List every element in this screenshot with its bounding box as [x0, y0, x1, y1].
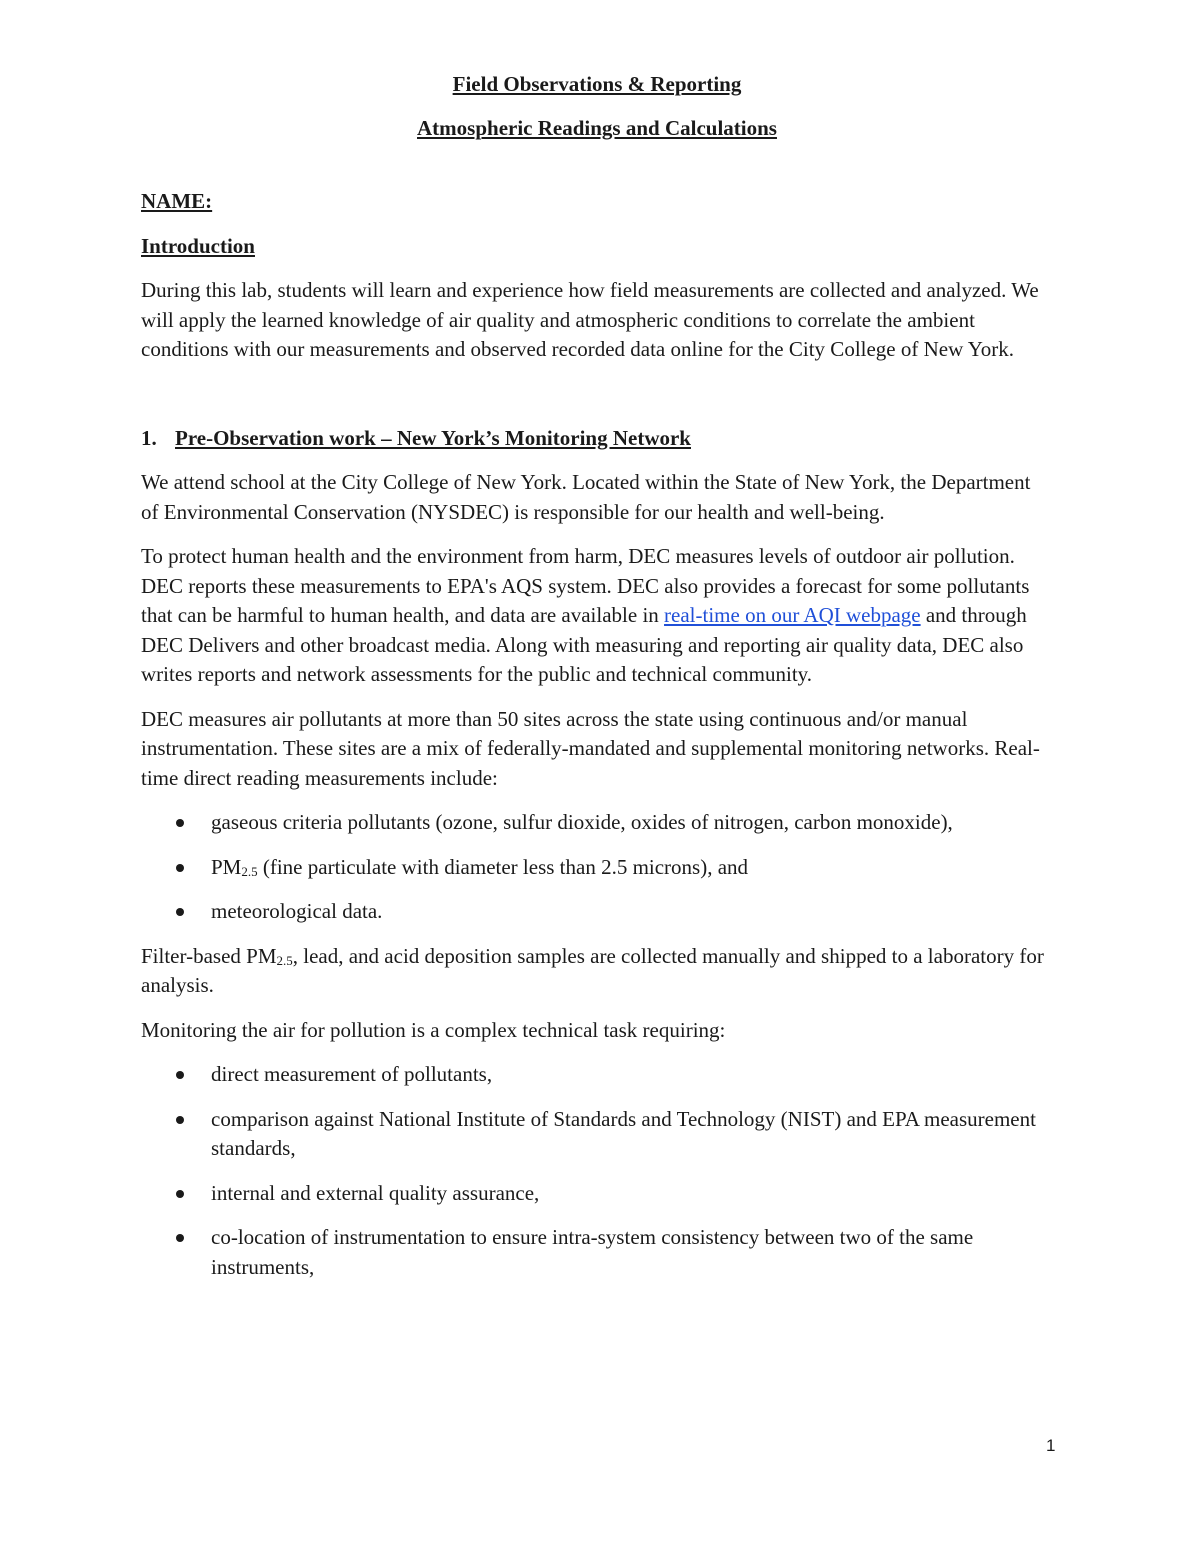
- list-item-pm-subscript: 2.5: [241, 863, 258, 879]
- list-item-text: (fine particulate with diameter less than 2.5 microns), and: [257, 854, 749, 879]
- monitoring-requirements-list: [141, 1060, 1053, 1282]
- section-1-heading: [141, 424, 1053, 454]
- list-item: [141, 897, 1053, 927]
- document-title: Field Observations & Reporting: [452, 72, 742, 96]
- section-1-paragraph-2: [141, 542, 1053, 690]
- list-item: [141, 1179, 1053, 1209]
- list-item: [141, 1060, 1053, 1090]
- list-item: [141, 853, 1053, 883]
- bullet-icon: [176, 864, 184, 872]
- section-1-paragraph-5: Monitoring the air for pollution is a complex technical task requiring:: [141, 1017, 726, 1042]
- bullet-icon: [176, 1234, 184, 1242]
- list-item-text: co-location of instrumentation to ensure intra-system consistency between two of the same instruments,: [211, 1225, 974, 1279]
- paragraph-4-text-before: Filter-based PM: [141, 943, 277, 968]
- section-1-title: Pre-Observation work – New York’s Monitoring Network: [175, 425, 691, 450]
- list-item: [141, 1223, 1053, 1282]
- list-item-text: internal and external quality assurance,: [211, 1180, 540, 1205]
- measurements-list: [141, 808, 1053, 927]
- list-item: [141, 808, 1053, 838]
- list-item-text: meteorological data.: [211, 899, 383, 923]
- bullet-icon: [176, 1071, 184, 1079]
- introduction-heading: Introduction: [141, 233, 255, 258]
- bullet-icon: [176, 1190, 184, 1198]
- section-1-number: 1.: [141, 425, 157, 450]
- list-item: [141, 1105, 1053, 1164]
- list-item-text: gaseous criteria pollutants (ozone, sulfur dioxide, oxides of nitrogen, carbon monoxide),: [211, 810, 953, 834]
- bullet-icon: [176, 819, 184, 827]
- bullet-icon: [176, 908, 184, 916]
- introduction-paragraph: During this lab, students will learn and experience how field measurements are collected and analyzed. We will apply the learned knowledge of air quality and atmospheric conditions to correlate the ambient conditions with our measurements and observed recorded data online for the City College of New York.: [141, 278, 1039, 361]
- bullet-icon: [176, 1116, 184, 1124]
- aqi-webpage-link[interactable]: real-time on our AQI webpage: [664, 603, 921, 627]
- list-item-text: comparison against National Institute of Standards and Technology (NIST) and EPA measurement standards,: [211, 1106, 1036, 1160]
- list-item-text: direct measurement of pollutants,: [211, 1062, 493, 1086]
- document-page: [141, 70, 1053, 1282]
- paragraph-4-subscript: 2.5: [276, 952, 293, 968]
- name-label: NAME:: [141, 189, 213, 213]
- section-1-paragraph-4: [141, 942, 1053, 1001]
- paragraph-2-text-before: To protect human health and the environment from harm, DEC measures levels of outdoor air pollution. DEC reports these measurements to EPA's AQS system. DEC also provides a forecast for some pollutants that can be harmful to human health, and data are available in: [141, 544, 1030, 627]
- paragraph-2-text-after: and through DEC Delivers and other broadcast media. Along with measuring and reporting air quality data, DEC also writes reports and network assessments for the public and technical community.: [141, 603, 1027, 686]
- section-1-paragraph-1: We attend school at the City College of New York. Located within the State of New York, the Department of Environmental Conservation (NYSDEC) is responsible for our health and well-being.: [141, 470, 1031, 524]
- section-1-paragraph-3: DEC measures air pollutants at more than 50 sites across the state using continuous and/or manual instrumentation. These sites are a mix of federally-mandated and supplemental monitoring networks. Real-time direct reading measurements include:: [141, 706, 1040, 790]
- list-item-pm-label: PM: [211, 854, 242, 879]
- paragraph-4-text-after: , lead, and acid deposition samples are collected manually and shipped to a laboratory for analysis.: [141, 943, 1044, 997]
- page-number: 1: [1046, 1436, 1056, 1455]
- document-subtitle: Atmospheric Readings and Calculations: [417, 115, 777, 140]
